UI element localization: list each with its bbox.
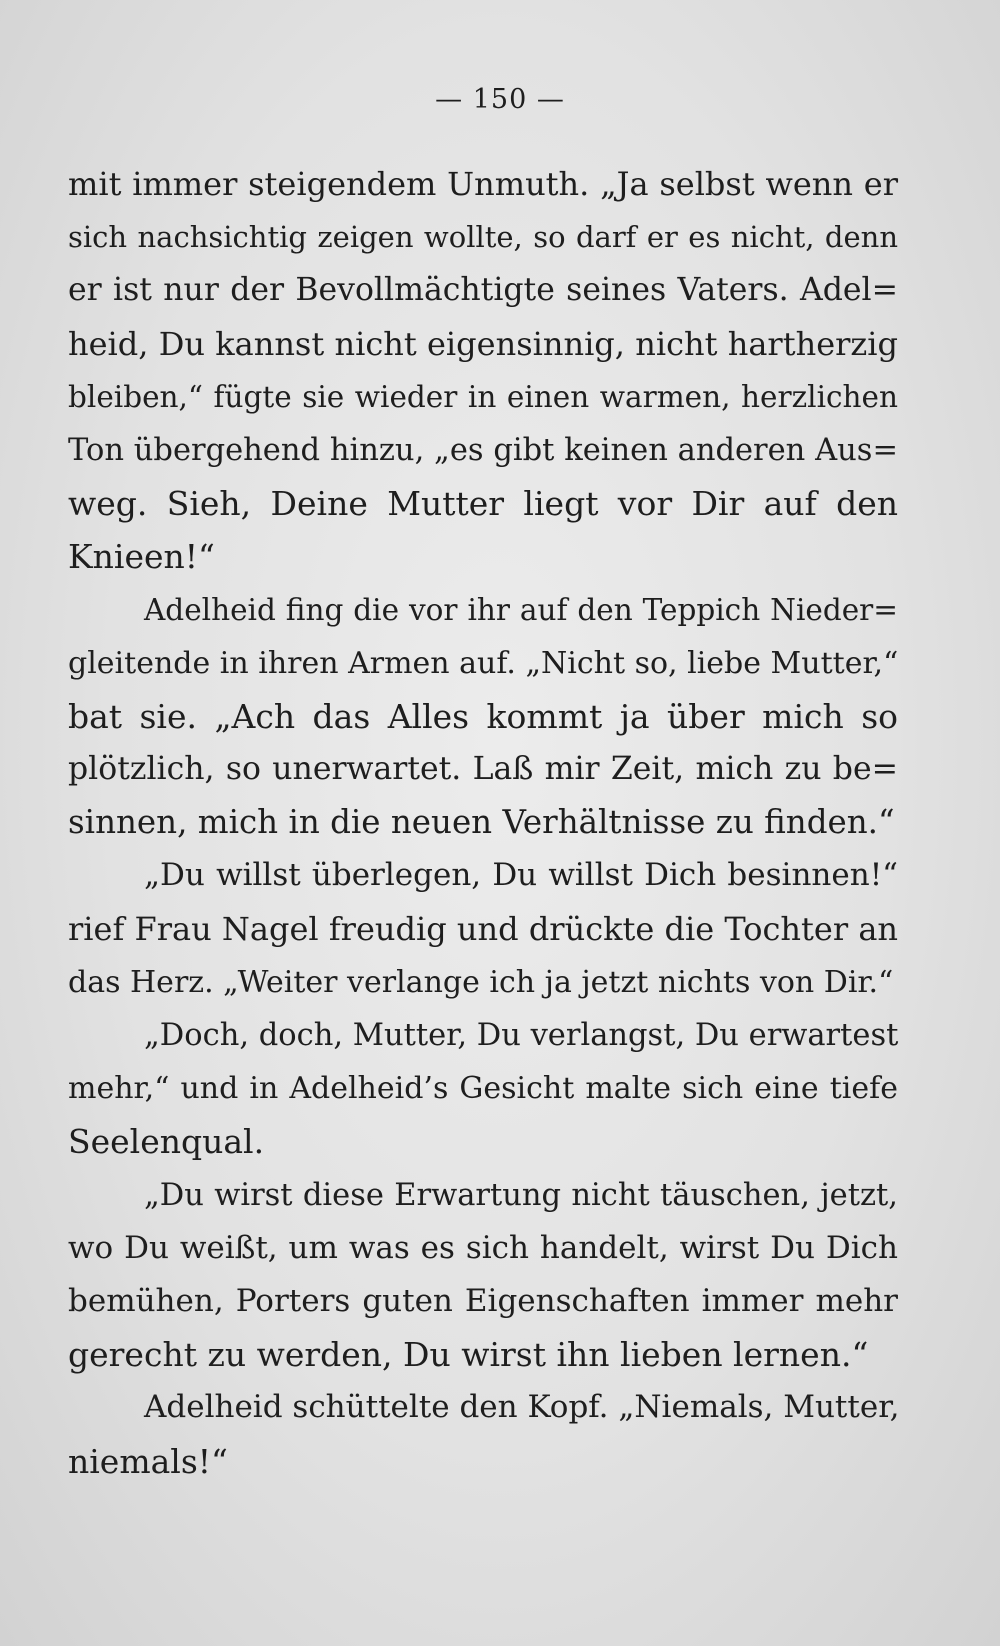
text-line: Knieen!“	[68, 537, 215, 577]
text-line: heid, Du kannst nicht eigensinnig, nicht hartherzig	[68, 324, 898, 363]
text-line: sich nachsichtig zeigen wollte, so darf er es nicht, denn	[68, 220, 898, 255]
text-line: bemühen, Porters guten Eigenschaften immer mehr	[68, 1282, 898, 1319]
page-number: — 150 —	[435, 84, 565, 115]
text-line: bat sie. „Ach das Alles kommt ja über mich so	[68, 696, 898, 736]
text-line: „Du wirst diese Erwartung nicht täuschen, jetzt,	[144, 1177, 898, 1213]
text-line: Seelenqual.	[68, 1122, 265, 1162]
text-line: bleiben,“ fügte sie wieder in einen warmen, herzlichen	[68, 379, 898, 414]
text-line: mehr,“ und in Adelheid’s Gesicht malte sich eine tiefe	[68, 1071, 898, 1107]
text-line: sinnen, mich in die neuen Verhältnisse zu finden.“	[68, 803, 895, 842]
text-line: plötzlich, so unerwartet. Laß mir Zeit, mich zu be=	[68, 751, 898, 788]
text-line: weg. Sieh, Deine Mutter liegt vor Dir auf den	[68, 484, 898, 524]
text-line: niemals!“	[68, 1441, 228, 1481]
text-line: das Herz. „Weiter verlange ich ja jetzt nichts von Dir.“	[68, 964, 894, 1000]
text-line: gerecht zu werden, Du wirst ihn lieben lernen.“	[68, 1335, 869, 1375]
body-text	[68, 158, 898, 1488]
text-line: mit immer steigendem Unmuth. „Ja selbst wenn er	[68, 165, 898, 203]
text-line: rief Frau Nagel freudig und drückte die Tochter an	[68, 909, 898, 948]
text-line: „Du willst überlegen, Du willst Dich besinnen!“	[144, 857, 898, 894]
text-line: „Doch, doch, Mutter, Du verlangst, Du erwartest	[144, 1018, 899, 1053]
text-line: wo Du weißt, um was es sich handelt, wirst Du Dich	[68, 1229, 898, 1266]
text-line: gleitende in ihren Armen auf. „Nicht so, liebe Mutter,“	[68, 645, 899, 681]
text-line: Ton übergehend hinzu, „es gibt keinen anderen Aus=	[68, 432, 898, 468]
text-line: er ist nur der Bevollmächtigte seines Vaters. Adel=	[68, 272, 898, 309]
text-line: Adelheid fing die vor ihr auf den Teppich Nieder=	[144, 592, 898, 627]
text-line: Adelheid schüttelte den Kopf. „Niemals, Mutter,	[144, 1389, 900, 1426]
